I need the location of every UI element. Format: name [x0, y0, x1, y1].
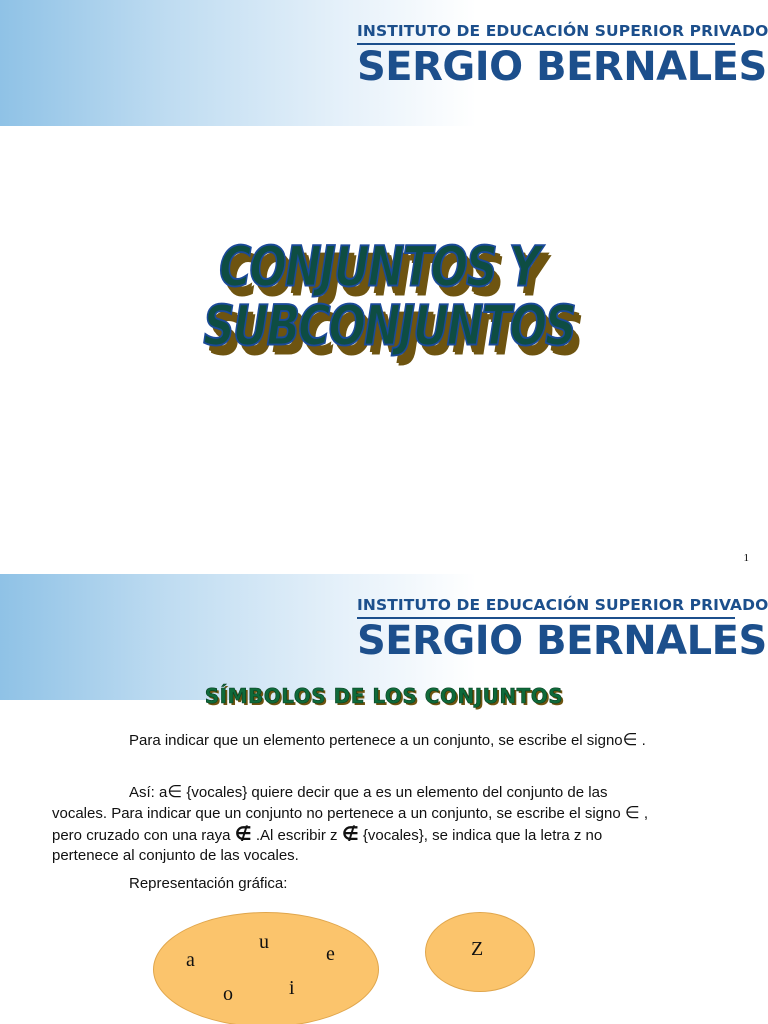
paragraph-text: . — [637, 732, 646, 749]
set-element-z: Z — [471, 938, 484, 960]
set-element-e: e — [326, 943, 335, 965]
element-of-symbol: ∈ — [167, 782, 183, 802]
paragraph-text: Representación gráfica: — [129, 875, 288, 892]
paragraph-example — [52, 782, 662, 866]
paragraph-graphic-label — [52, 874, 662, 894]
logo-institute-name: INSTITUTO DE EDUCACIÓN SUPERIOR PRIVADO — [357, 596, 768, 614]
section-heading: SÍMBOLOS DE LOS CONJUNTOS — [204, 684, 564, 708]
vowels-set-ellipse — [153, 912, 379, 1024]
logo-brand-name: SERGIO BERNALES — [357, 618, 767, 664]
page-number: 1 — [743, 552, 749, 564]
institute-logo — [357, 596, 768, 664]
paragraph-text: , pero cruzado con una raya — [52, 805, 649, 844]
paragraph-text: {vocales}, se indica que la letra z no pertenece al conjunto de las vocales. — [52, 827, 603, 864]
slide-title — [0, 235, 768, 359]
paragraph-text: Para indicar que un elemento pertenece a un conjunto, se escribe el signo — [129, 732, 623, 749]
institute-logo — [357, 22, 768, 90]
paragraph-text: Así: a — [129, 784, 168, 801]
paragraph-text: .Al escribir z — [251, 827, 342, 844]
title-line-2: SUBCONJUNTOS — [203, 294, 575, 359]
title-line-1: CONJUNTOS Y — [219, 235, 539, 300]
element-of-symbol: ∈ — [624, 803, 640, 823]
slide-2 — [0, 574, 768, 1024]
not-element-of-symbol: ∉ — [341, 823, 359, 845]
not-element-of-symbol: ∉ — [234, 823, 252, 845]
set-element-i: i — [289, 977, 295, 999]
logo-institute-name: INSTITUTO DE EDUCACIÓN SUPERIOR PRIVADO — [357, 22, 768, 40]
paragraph-membership — [52, 730, 662, 751]
set-element-u: u — [259, 931, 269, 953]
logo-brand-name: SERGIO BERNALES — [357, 44, 767, 90]
element-of-symbol: ∈ — [622, 730, 638, 750]
set-element-a: a — [186, 949, 195, 971]
set-element-o: o — [223, 983, 233, 1005]
z-set-ellipse — [425, 912, 535, 992]
paragraph-text: {vocales} quiere decir que a es un elemento del conjunto de las vocales. Para indicar que un conjunto no pertenece a un conjunto, se escribe el signo — [52, 784, 625, 822]
